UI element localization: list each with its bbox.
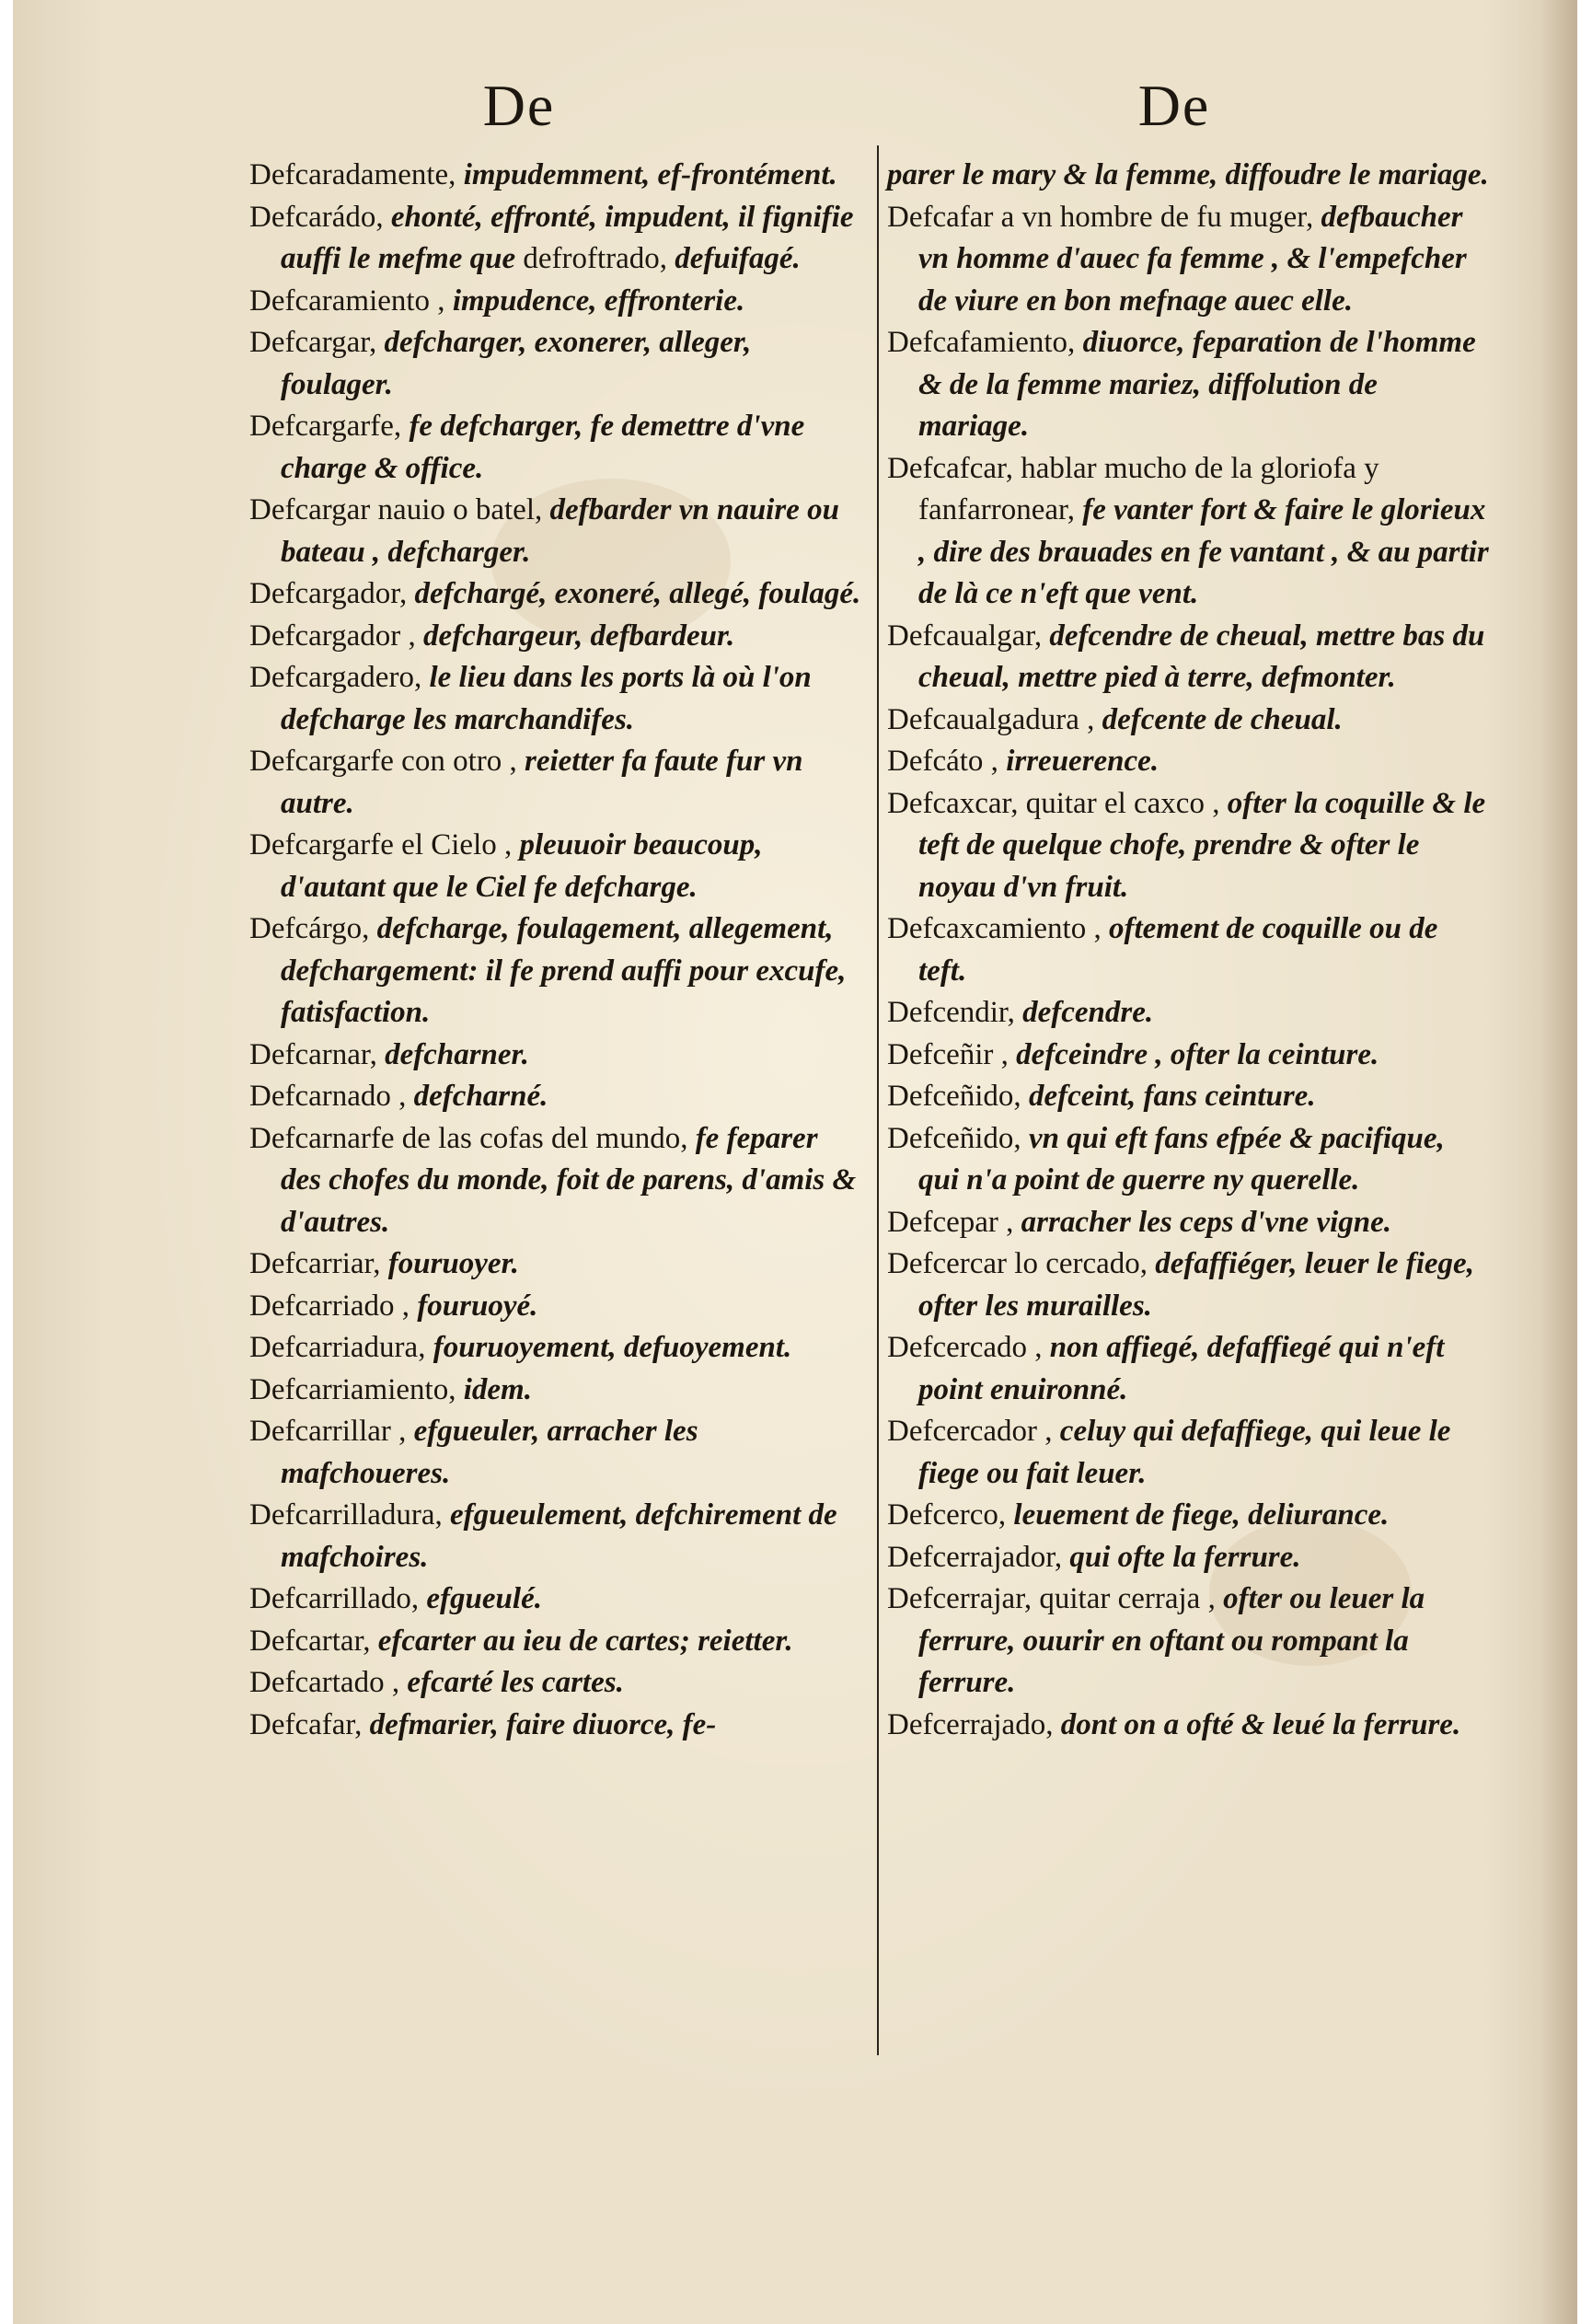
dictionary-entry: [249, 406, 864, 490]
dictionary-entry: [249, 1076, 864, 1118]
entry-headword: Defcaualgar,: [887, 619, 1050, 653]
dictionary-entry: [887, 1035, 1490, 1077]
entry-headword: Defcerrajador,: [887, 1540, 1070, 1574]
entry-translation: parer le mary & la femme, diffoudre le mariage.: [887, 158, 1489, 191]
entry-headword: Defcaramiento ,: [249, 283, 453, 318]
entry-headword: Defcercado ,: [887, 1331, 1050, 1364]
entry-translation: defbaucher vn homme d'auec fa femme , & l'empefcher de viure en bon mefnage auec elle.: [918, 200, 1467, 318]
dictionary-entry: [249, 1286, 864, 1328]
dictionary-entry: [887, 908, 1490, 992]
entry-headword: Defcepar ,: [887, 1205, 1021, 1239]
entry-translation: celuy qui defaffiege, qui leue le fiege ou fait leuer.: [918, 1415, 1451, 1490]
dictionary-entry: [249, 1243, 864, 1286]
dictionary-entry: [249, 1411, 864, 1495]
dictionary-entry: [887, 1411, 1490, 1495]
dictionary-entry: [249, 1621, 864, 1663]
dictionary-entry: [249, 573, 864, 616]
entry-headword: Defcaxcamiento ,: [887, 912, 1109, 945]
entry-translation: non affiegé, defaffiegé qui n'eft point enuironné.: [918, 1331, 1445, 1406]
book-page: [13, 0, 1577, 2324]
entry-headword: Defcaradamente,: [249, 158, 464, 191]
entry-translation: impudemment, ef-frontément.: [463, 158, 837, 191]
running-head-left: De: [482, 73, 556, 138]
entry-translation: ofter la coquille & le teft de quelque chofe, prendre & ofter le noyau d'vn fruit.: [918, 786, 1486, 904]
dictionary-entry: [249, 741, 864, 825]
dictionary-entry: [249, 616, 864, 658]
entry-translation: fouruoyer.: [387, 1247, 519, 1280]
entry-headword: Defcercador ,: [887, 1415, 1060, 1448]
entry-headword: Defcerrajar, quitar cerraja ,: [887, 1582, 1224, 1615]
entry-translation: efgueulement, defchirement de mafchoires.: [281, 1498, 837, 1574]
entry-translation: defbarder vn nauire ou bateau , defcharger.: [281, 493, 839, 569]
entry-headword: Defceñido,: [887, 1121, 1029, 1155]
entry-headword: Defcarnar,: [249, 1037, 386, 1071]
entry-headword: Defcafar a vn hombre de fu muger,: [887, 200, 1321, 234]
dictionary-entry: [887, 1537, 1490, 1579]
entry-headword: Defcerrajado,: [887, 1707, 1061, 1741]
entry-translation: fe feparer des chofes du monde, foit de parens, d'amis & d'autres.: [281, 1121, 857, 1239]
dictionary-entry: [249, 1327, 864, 1370]
left-column: [249, 155, 864, 1746]
entry-headword: Defcarnado ,: [249, 1080, 414, 1113]
entry-headword: Defcarriadura,: [249, 1331, 433, 1364]
entry-headword: Defcargarfe,: [249, 410, 410, 443]
entry-translation: idem.: [463, 1372, 532, 1406]
entry-headword: Defcarriamiento,: [249, 1372, 464, 1406]
entry-translation: defchargé, exoneré, allegé, foulagé.: [414, 577, 861, 610]
dictionary-entry: [887, 448, 1490, 616]
dictionary-entry: [887, 1578, 1490, 1705]
dictionary-entry: [887, 1202, 1490, 1244]
entry-translation: oftement de coquille ou de teft.: [918, 912, 1438, 988]
entry-translation: fe vanter fort & faire le glorieux , dire des brauades en fe vantant , & au partir de là ce n'eft que vent.: [918, 493, 1489, 610]
entry-translation: ofter ou leuer la ferrure, ouurir en oftant ou rompant la ferrure.: [918, 1582, 1425, 1699]
dictionary-entry: [887, 1118, 1490, 1202]
entry-headword: Defcarnarfe de las cofas del mundo,: [249, 1121, 696, 1155]
entry-headword: Defcargador ,: [249, 619, 424, 653]
dictionary-entry: [887, 1327, 1490, 1411]
dictionary-entry: [249, 281, 864, 323]
dictionary-entry: [887, 1076, 1490, 1118]
dictionary-entry: [249, 825, 864, 908]
dictionary-entry: [249, 1370, 864, 1412]
entry-translation: ehonté, effronté, impudent, il fignifie auffi le mefme que: [281, 200, 854, 275]
right-column: [887, 155, 1490, 1746]
entry-headword: Defcargar,: [249, 326, 385, 359]
entry-translation: defchargeur, defbardeur.: [423, 619, 735, 653]
entry-translation: qui ofte la ferrure.: [1069, 1540, 1301, 1574]
dictionary-entry: [249, 1578, 864, 1621]
dictionary-entry: [249, 1495, 864, 1578]
dictionary-entry: [887, 322, 1490, 448]
entry-translation: fe defcharger, fe demettre d'vne charge & office.: [281, 410, 805, 485]
entry-translation: defmarier, faire diuorce, fe-: [369, 1707, 717, 1741]
dictionary-entry: [887, 197, 1490, 323]
entry-headword: Defcaxcar, quitar el caxco ,: [887, 786, 1228, 820]
entry-translation: defcharger, exonerer, alleger, foulager.: [281, 326, 752, 401]
page-edge-shadow: [1540, 0, 1577, 2324]
dictionary-entry: [249, 908, 864, 1035]
entry-headword: Defcárgo,: [249, 912, 377, 945]
entry-translation: defcharge, foulagement, allegement, defchargement: il fe prend auffi pour excufe, fatisfaction.: [281, 912, 847, 1029]
entry-headword: Defcendir,: [887, 996, 1023, 1029]
entry-translation: arracher les ceps d'vne vigne.: [1021, 1205, 1392, 1239]
dictionary-entry: [887, 1705, 1490, 1747]
entry-translation: impudence, effronterie.: [452, 283, 745, 318]
entry-translation: fouruoyé.: [417, 1289, 538, 1323]
entry-translation: defcendre.: [1022, 996, 1154, 1029]
entry-headword: Defcartar,: [249, 1624, 378, 1658]
entry-translation: efgueuler, arracher les mafchoueres.: [281, 1415, 698, 1490]
dictionary-entry: [249, 657, 864, 741]
dictionary-entry: [887, 783, 1490, 909]
entry-headword: Defcartado ,: [249, 1666, 408, 1699]
entry-translation: efgueulé.: [426, 1582, 542, 1615]
entry-headword: Defcafar,: [249, 1707, 370, 1741]
entry-headword: Defcafamiento,: [887, 326, 1083, 359]
entry-translation: fouruoyement, defuoyement.: [433, 1331, 792, 1364]
entry-headword: Defcáto ,: [887, 745, 1007, 778]
entry-translation: efcarter au ieu de cartes; reietter.: [377, 1624, 793, 1658]
entry-translation: defcente de cheual.: [1102, 702, 1343, 736]
dictionary-entry: [249, 197, 864, 281]
entry-headword: Defcarrilladura,: [249, 1498, 451, 1532]
entry-translation: reietter fa faute fur vn autre.: [281, 745, 803, 820]
entry-headword: Defcarrillar ,: [249, 1415, 414, 1448]
entry-headword: Defcerco,: [887, 1498, 1014, 1532]
entry-headword: Defcarriado ,: [249, 1289, 418, 1323]
entry-translation: leuement de fiege, deliurance.: [1013, 1498, 1390, 1532]
dictionary-entry: [887, 700, 1490, 742]
entry-translation: diuorce, feparation de l'homme & de la femme mariez, diffolution de mariage.: [918, 326, 1476, 443]
entry-translation: dont on a ofté & leué la ferrure.: [1060, 1707, 1461, 1741]
dictionary-entry: [887, 992, 1490, 1035]
entry-headword: Defceñido,: [887, 1080, 1029, 1113]
entry-translation: defcendre de cheual, mettre bas du cheual, mettre pied à terre, defmonter.: [918, 619, 1485, 694]
entry-headword: Defcarrillado,: [249, 1582, 427, 1615]
entry-headword: Defcarriar,: [249, 1247, 388, 1280]
entry-headword: Defcaualgadura ,: [887, 702, 1102, 736]
entry-translation: vn qui eft fans efpée & pacifique, qui n'a point de guerre ny querelle.: [918, 1121, 1445, 1197]
entry-translation: irreuerence.: [1006, 745, 1159, 778]
entry-headword: Defcarádo,: [249, 200, 391, 234]
entry-headword: Defcercar lo cercado,: [887, 1247, 1156, 1280]
entry-translation: defceindre , ofter la ceinture.: [1016, 1037, 1379, 1071]
dictionary-entry: [887, 741, 1490, 783]
entry-translation: le lieu dans les ports là où l'on defcharge les marchandifes.: [281, 661, 812, 736]
entry-translation: defceint, fans ceinture.: [1028, 1080, 1316, 1113]
entry-translation: defaffiéger, leuer le fiege, ofter les murailles.: [918, 1247, 1474, 1323]
entry-headword: defroftrado,: [523, 242, 675, 275]
dictionary-entry: [249, 1035, 864, 1077]
dictionary-entry: [249, 1662, 864, 1705]
dictionary-entry: [249, 1705, 864, 1747]
dictionary-entry: [887, 155, 1490, 197]
entry-headword: Defcargarfe el Cielo ,: [249, 828, 520, 861]
entry-headword: Defceñir ,: [887, 1037, 1017, 1071]
entry-headword: Defcafcar, hablar mucho de la gloriofa y fanfarronear,: [887, 451, 1379, 526]
entry-translation: efcarté les cartes.: [407, 1666, 624, 1699]
dictionary-entry: [249, 322, 864, 406]
entry-translation: defuifagé.: [675, 242, 801, 275]
entry-headword: Defcargarfe con otro ,: [249, 745, 525, 778]
dictionary-entry: [887, 616, 1490, 700]
dictionary-entry: [249, 155, 864, 197]
entry-headword: Defcargar nauio o batel,: [249, 493, 550, 526]
column-divider: [877, 145, 879, 2055]
dictionary-entry: [249, 1118, 864, 1244]
dictionary-entry: [887, 1243, 1490, 1327]
entry-translation: defcharner.: [385, 1037, 529, 1071]
dictionary-entry: [249, 490, 864, 573]
entry-headword: Defcargador,: [249, 577, 415, 610]
dictionary-entry: [887, 1495, 1490, 1537]
entry-translation: defcharné.: [413, 1080, 548, 1113]
running-head-right: De: [1137, 73, 1211, 138]
entry-translation: pleuuoir beaucoup, d'autant que le Ciel fe defcharge.: [281, 828, 763, 904]
entry-headword: Defcargadero,: [249, 661, 430, 694]
